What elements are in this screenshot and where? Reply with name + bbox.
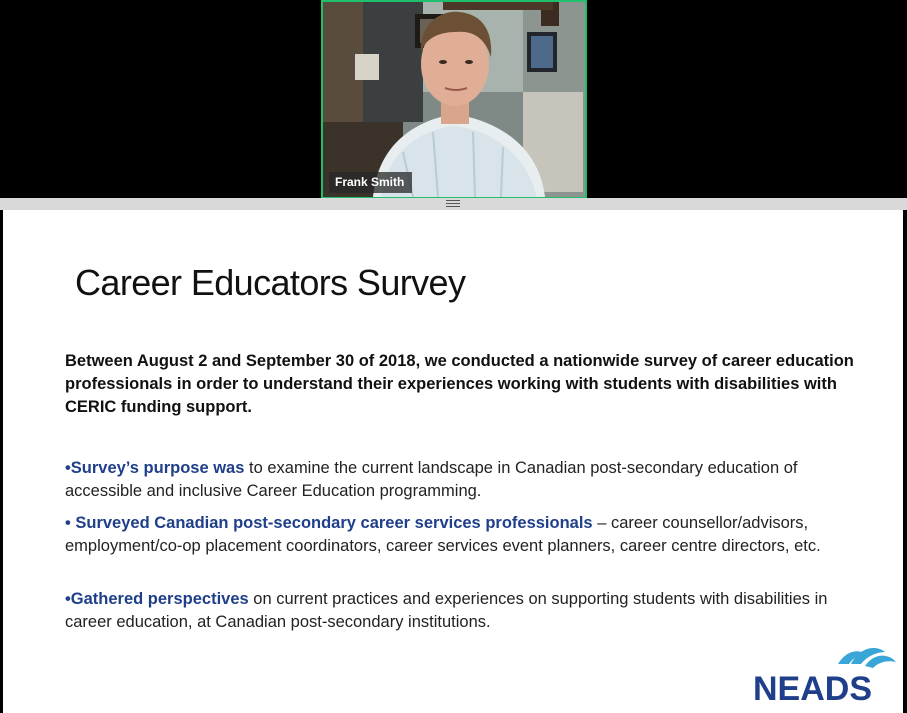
bullet-item (65, 588, 865, 633)
bullet-lead: •Survey’s purpose was (65, 459, 245, 477)
drag-handle-icon[interactable] (446, 200, 460, 208)
participant-video-tile[interactable] (321, 0, 587, 199)
neads-logo (753, 642, 898, 710)
slide-intro-paragraph: Between August 2 and September 30 of 2018, we conducted a nationwide survey of career education professionals in order to understand their experiences working with students with disabilities with CERIC funding support. (65, 352, 854, 416)
bullet-lead: •Gathered perspectives (65, 590, 249, 608)
slide-title: Career Educators Survey (75, 262, 466, 303)
bullet-text: on current practices and experiences on supporting students with disabilities in career education, at Canadian post-secondary institutions. (65, 590, 828, 631)
video-strip (0, 0, 907, 198)
bullet-item (65, 457, 865, 502)
participant-name-tag: Frank Smith (329, 172, 412, 193)
participant-video-feed (323, 2, 585, 197)
bullet-text: – career counsellor/advisors, employment/co-op placement coordinators, career services event planners, career centre directors, etc. (65, 514, 821, 555)
panel-splitter[interactable] (0, 198, 907, 210)
logo-text: NEADS (753, 670, 873, 708)
bullet-lead: • Surveyed Canadian post-secondary career services professionals (65, 514, 593, 532)
shared-screen-slide (3, 210, 903, 713)
bullet-text: to examine the current landscape in Canadian post-secondary education of accessible and inclusive Career Education programming. (65, 459, 798, 500)
bullet-item (65, 512, 865, 557)
